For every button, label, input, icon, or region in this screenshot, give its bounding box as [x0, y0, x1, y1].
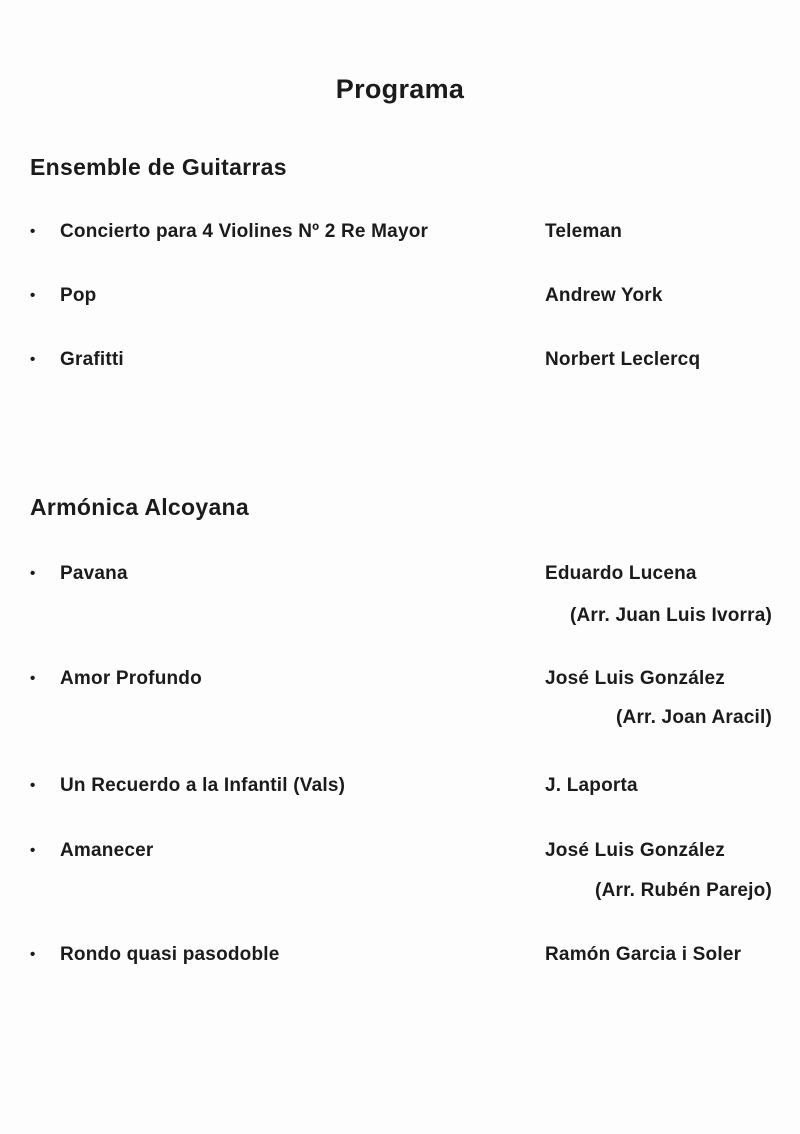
bullet-icon: • [30, 670, 36, 687]
piece-title: Amanecer [60, 840, 154, 861]
arranger-credit: (Arr. Juan Luis Ivorra) [569, 605, 772, 626]
program-item [0, 348, 800, 372]
arranger-credit: (Arr. Rubén Parejo) [595, 880, 772, 901]
piece-title: Pavana [60, 563, 128, 584]
page-title: Programa [335, 74, 465, 104]
bullet-icon: • [30, 946, 36, 963]
piece-title: Grafitti [60, 349, 124, 370]
bullet-icon: • [30, 777, 36, 794]
piece-title: Rondo quasi pasodoble [60, 944, 280, 965]
piece-title: Amor Profundo [60, 668, 202, 689]
arranger-credit: (Arr. Joan Aracil) [616, 707, 772, 728]
composer-name: J. Laporta [545, 775, 638, 796]
bullet-icon: • [30, 223, 36, 240]
piece-title: Pop [60, 285, 97, 306]
bullet-icon: • [30, 842, 36, 859]
composer-name: José Luis González [545, 840, 725, 861]
piece-title: Concierto para 4 Violines Nº 2 Re Mayor [60, 221, 429, 242]
section-heading-ensemble: Ensemble de Guitarras [30, 154, 287, 180]
composer-name: Teleman [545, 221, 623, 242]
program-item [0, 943, 800, 967]
program-item [0, 839, 800, 863]
composer-name: José Luis González [545, 668, 725, 689]
composer-name: Ramón Garcia i Soler [545, 944, 742, 965]
composer-name: Andrew York [545, 285, 663, 306]
program-item [0, 284, 800, 308]
program-item [0, 220, 800, 244]
section-heading-armonica: Armónica Alcoyana [30, 494, 249, 520]
composer-name: Norbert Leclercq [545, 349, 701, 370]
composer-name: Eduardo Lucena [545, 563, 697, 584]
program-item [0, 667, 800, 691]
program-item [0, 562, 800, 586]
bullet-icon: • [30, 351, 36, 368]
program-item [0, 774, 800, 798]
piece-title: Un Recuerdo a la Infantil (Vals) [60, 775, 346, 796]
bullet-icon: • [30, 565, 36, 582]
bullet-icon: • [30, 287, 36, 304]
